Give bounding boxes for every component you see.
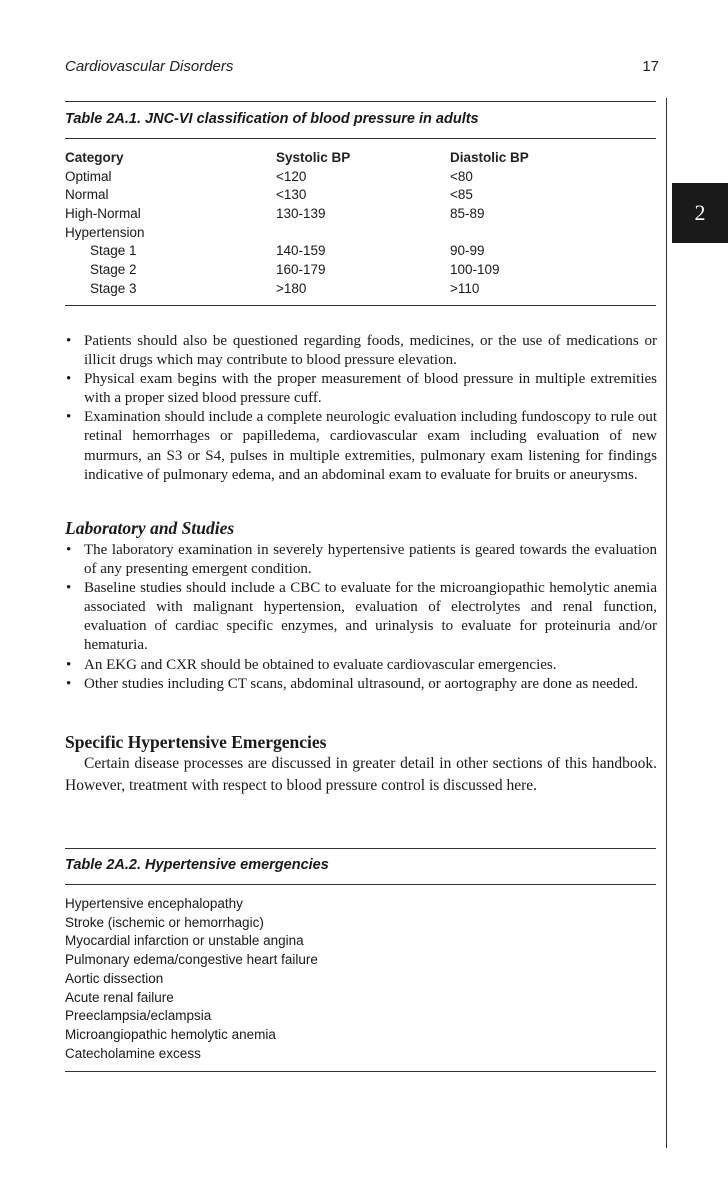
bullet-icon: • bbox=[66, 656, 72, 673]
row-diastolic: 85-89 bbox=[450, 206, 485, 222]
row-diastolic: <80 bbox=[450, 168, 473, 184]
list-item: Catecholamine excess bbox=[65, 1045, 201, 1061]
list-item: Preeclampsia/eclampsia bbox=[65, 1008, 212, 1024]
bullet-icon: • bbox=[66, 333, 72, 349]
list-item-text: Other studies including CT scans, abdominal ultrasound, or aortography are done as needed. bbox=[84, 675, 639, 692]
list-item: Stroke (ischemic or hemorrhagic) bbox=[65, 914, 264, 930]
margin-rule bbox=[666, 98, 667, 1148]
bullet-icon: • bbox=[66, 409, 72, 426]
row-category: High-Normal bbox=[65, 206, 141, 222]
table1-caption: Table 2A.1. JNC-VI classification of blood pressure in adults bbox=[65, 111, 479, 127]
bullet-icon: • bbox=[66, 542, 72, 558]
table2 bbox=[65, 895, 656, 1063]
list-item bbox=[65, 656, 657, 675]
list-item bbox=[65, 541, 657, 579]
bullet-icon: • bbox=[66, 371, 72, 388]
table-row bbox=[65, 168, 656, 187]
list-item bbox=[65, 675, 657, 694]
bullet-icon: • bbox=[66, 675, 72, 692]
emergencies-paragraph: Certain disease processes are discussed in greater detail in other sections of this handbook. However, treatment with respect to blood pressure control is discussed here. bbox=[65, 755, 657, 794]
list-item: Acute renal failure bbox=[65, 989, 174, 1005]
row-diastolic: 100-109 bbox=[450, 262, 500, 278]
running-head-title: Cardiovascular Disorders bbox=[65, 58, 234, 75]
table1-header-row bbox=[65, 149, 656, 168]
row-systolic: 130-139 bbox=[276, 206, 326, 222]
list-item: Microangiopathic hemolytic anemia bbox=[65, 1026, 276, 1042]
list-item-text: An EKG and CXR should be obtained to evaluate cardiovascular emergencies. bbox=[84, 656, 557, 673]
row-systolic: 160-179 bbox=[276, 262, 326, 278]
table-row bbox=[65, 186, 656, 205]
list-item bbox=[65, 370, 657, 408]
list-item-text: Baseline studies should include a CBC to evaluate for the microangiopathic hemolytic anemia associated with malignant hypertension, evaluation of electrolytes and renal function, evaluation of cardiac specific enzymes, and urinalysis to evaluate for proteinuria and/or hematuria. bbox=[84, 580, 657, 654]
lab-bullet-list bbox=[65, 541, 657, 694]
list-item-text: Patients should also be questioned regarding foods, medicines, or the use of medications or illicit drugs which may contribute to blood pressure elevation. bbox=[84, 333, 657, 369]
running-head bbox=[65, 58, 659, 80]
table2-top-rule bbox=[65, 848, 656, 849]
emergencies-section-heading: Specific Hypertensive Emergencies bbox=[65, 732, 327, 752]
bullet-icon: • bbox=[66, 580, 72, 597]
table-row bbox=[65, 224, 656, 243]
row-systolic: >180 bbox=[276, 280, 307, 296]
row-category: Optimal bbox=[65, 168, 112, 184]
chapter-tab: 2 bbox=[672, 183, 728, 243]
lab-section-heading: Laboratory and Studies bbox=[65, 518, 235, 538]
list-item bbox=[65, 579, 657, 655]
row-diastolic: 90-99 bbox=[450, 243, 485, 259]
row-category: Normal bbox=[65, 187, 109, 203]
table-row bbox=[65, 242, 656, 261]
list-item: Aortic dissection bbox=[65, 970, 164, 986]
list-item bbox=[65, 332, 657, 370]
row-category: Stage 1 bbox=[90, 243, 137, 259]
table1-caption-rule bbox=[65, 138, 656, 139]
list-item-text: Physical exam begins with the proper measurement of blood pressure in multiple extremities with a proper sized blood pressure cuff. bbox=[84, 371, 657, 407]
row-diastolic: <85 bbox=[450, 187, 473, 203]
row-systolic: <120 bbox=[276, 168, 307, 184]
page-number: 17 bbox=[642, 58, 659, 75]
row-diastolic: >110 bbox=[450, 280, 480, 296]
table1 bbox=[65, 149, 656, 299]
row-systolic: <130 bbox=[276, 187, 307, 203]
table1-header-systolic: Systolic BP bbox=[276, 150, 351, 165]
list-item: Myocardial infarction or unstable angina bbox=[65, 933, 304, 949]
row-category: Hypertension bbox=[65, 224, 145, 240]
table1-bottom-rule bbox=[65, 305, 656, 306]
row-category: Stage 2 bbox=[90, 262, 137, 278]
list-item-text: The laboratory examination in severely hypertensive patients is geared towards the evaluation of any presenting emergent condition. bbox=[84, 542, 657, 578]
list-item: Hypertensive encephalopathy bbox=[65, 896, 243, 911]
list-item bbox=[65, 408, 657, 484]
table2-caption-rule bbox=[65, 884, 656, 885]
list-item-text: Examination should include a complete neurologic evaluation including fundoscopy to rule out retinal hemorrhages or papilledema, cardiovascular exam including evaluation of new murmurs, an S3 or S4, pulses in multiple extremities, pulmonary exam listening for findings indicative of pulmonary edema, and an abdominal exam to evaluate for bruits or aneurysms. bbox=[84, 409, 657, 483]
table-row bbox=[65, 261, 656, 280]
row-systolic: 140-159 bbox=[276, 243, 326, 259]
table1-top-rule bbox=[65, 101, 656, 102]
row-category: Stage 3 bbox=[90, 280, 137, 296]
list-item: Pulmonary edema/congestive heart failure bbox=[65, 952, 318, 968]
table-row bbox=[65, 205, 656, 224]
table1-header-category: Category bbox=[65, 150, 124, 165]
table-row bbox=[65, 280, 656, 299]
table1-header-diastolic: Diastolic BP bbox=[450, 150, 529, 165]
table2-bottom-rule bbox=[65, 1071, 656, 1072]
table2-caption: Table 2A.2. Hypertensive emergencies bbox=[65, 857, 329, 873]
intro-bullet-list bbox=[65, 332, 657, 485]
